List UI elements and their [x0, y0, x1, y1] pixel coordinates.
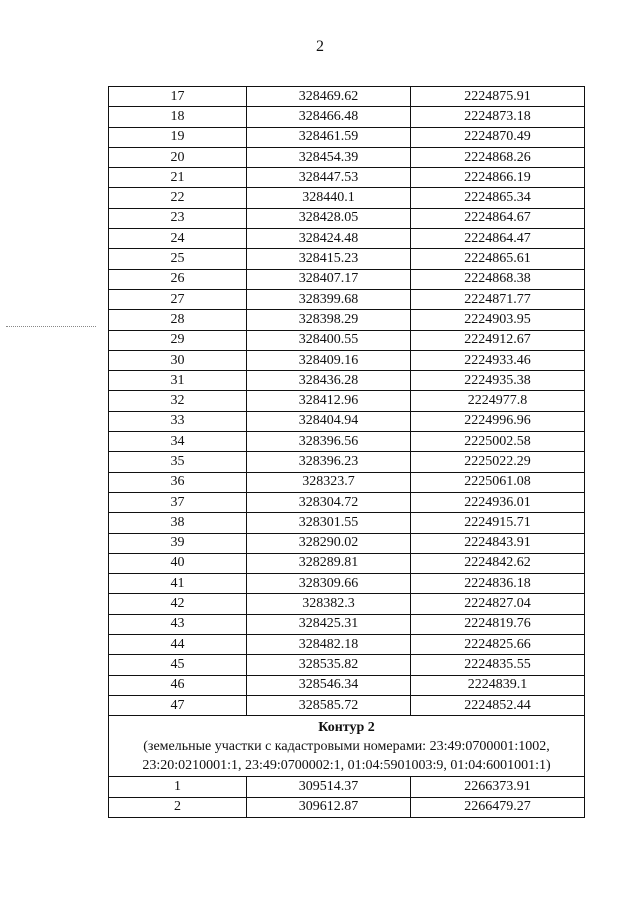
- x-coordinate-cell: 328412.96: [247, 391, 411, 411]
- x-coordinate-cell: 309612.87: [247, 797, 411, 817]
- x-coordinate-cell: 328409.16: [247, 350, 411, 370]
- y-coordinate-cell: 2224868.38: [411, 269, 585, 289]
- y-coordinate-cell: 2224865.34: [411, 188, 585, 208]
- table-row: [109, 147, 585, 167]
- x-coordinate-cell: 328440.1: [247, 188, 411, 208]
- point-number-cell: 46: [109, 675, 247, 695]
- point-number-cell: 26: [109, 269, 247, 289]
- table-row: [109, 371, 585, 391]
- x-coordinate-cell: 309514.37: [247, 777, 411, 797]
- y-coordinate-cell: 2224873.18: [411, 107, 585, 127]
- y-coordinate-cell: 2224839.1: [411, 675, 585, 695]
- point-number-cell: 29: [109, 330, 247, 350]
- section-header-cell: [109, 716, 585, 777]
- y-coordinate-cell: 2224977.8: [411, 391, 585, 411]
- y-coordinate-cell: 2224915.71: [411, 513, 585, 533]
- y-coordinate-cell: 2224842.62: [411, 553, 585, 573]
- point-number-cell: 23: [109, 208, 247, 228]
- x-coordinate-cell: 328546.34: [247, 675, 411, 695]
- x-coordinate-cell: 328323.7: [247, 472, 411, 492]
- table-row: [109, 797, 585, 817]
- point-number-cell: 28: [109, 310, 247, 330]
- table-row: [109, 87, 585, 107]
- point-number-cell: 45: [109, 655, 247, 675]
- x-coordinate-cell: 328436.28: [247, 371, 411, 391]
- coordinates-table: [108, 86, 585, 818]
- point-number-cell: 30: [109, 350, 247, 370]
- x-coordinate-cell: 328289.81: [247, 553, 411, 573]
- point-number-cell: 25: [109, 249, 247, 269]
- y-coordinate-cell: 2225002.58: [411, 432, 585, 452]
- x-coordinate-cell: 328424.48: [247, 229, 411, 249]
- table-row: [109, 168, 585, 188]
- y-coordinate-cell: 2224996.96: [411, 411, 585, 431]
- point-number-cell: 42: [109, 594, 247, 614]
- x-coordinate-cell: 328398.29: [247, 310, 411, 330]
- y-coordinate-cell: 2224912.67: [411, 330, 585, 350]
- table-row: [109, 553, 585, 573]
- table-row: [109, 391, 585, 411]
- y-coordinate-cell: 2266479.27: [411, 797, 585, 817]
- table-row: [109, 574, 585, 594]
- x-coordinate-cell: 328399.68: [247, 289, 411, 309]
- y-coordinate-cell: 2224865.61: [411, 249, 585, 269]
- y-coordinate-cell: 2224843.91: [411, 533, 585, 553]
- point-number-cell: 43: [109, 614, 247, 634]
- y-coordinate-cell: 2224852.44: [411, 695, 585, 715]
- point-number-cell: 40: [109, 553, 247, 573]
- point-number-cell: 32: [109, 391, 247, 411]
- x-coordinate-cell: 328428.05: [247, 208, 411, 228]
- x-coordinate-cell: 328469.62: [247, 87, 411, 107]
- x-coordinate-cell: 328400.55: [247, 330, 411, 350]
- point-number-cell: 21: [109, 168, 247, 188]
- table-row: [109, 107, 585, 127]
- x-coordinate-cell: 328454.39: [247, 147, 411, 167]
- point-number-cell: 20: [109, 147, 247, 167]
- y-coordinate-cell: 2224870.49: [411, 127, 585, 147]
- y-coordinate-cell: 2224933.46: [411, 350, 585, 370]
- table-row: [109, 411, 585, 431]
- page-number: 2: [316, 38, 324, 55]
- x-coordinate-cell: 328407.17: [247, 269, 411, 289]
- x-coordinate-cell: 328382.3: [247, 594, 411, 614]
- table-row: [109, 492, 585, 512]
- y-coordinate-cell: 2224836.18: [411, 574, 585, 594]
- point-number-cell: 33: [109, 411, 247, 431]
- point-number-cell: 17: [109, 87, 247, 107]
- coordinates-rows: [109, 87, 585, 716]
- x-coordinate-cell: 328304.72: [247, 492, 411, 512]
- y-coordinate-cell: 2266373.91: [411, 777, 585, 797]
- point-number-cell: 2: [109, 797, 247, 817]
- y-coordinate-cell: 2224835.55: [411, 655, 585, 675]
- table-row: [109, 269, 585, 289]
- y-coordinate-cell: 2224819.76: [411, 614, 585, 634]
- table-row: [109, 533, 585, 553]
- point-number-cell: 22: [109, 188, 247, 208]
- x-coordinate-cell: 328404.94: [247, 411, 411, 431]
- y-coordinate-cell: 2225061.08: [411, 472, 585, 492]
- x-coordinate-cell: 328309.66: [247, 574, 411, 594]
- point-number-cell: 35: [109, 452, 247, 472]
- table-row: [109, 249, 585, 269]
- point-number-cell: 44: [109, 635, 247, 655]
- y-coordinate-cell: 2224875.91: [411, 87, 585, 107]
- point-number-cell: 39: [109, 533, 247, 553]
- y-coordinate-cell: 2224935.38: [411, 371, 585, 391]
- x-coordinate-cell: 328466.48: [247, 107, 411, 127]
- point-number-cell: 1: [109, 777, 247, 797]
- point-number-cell: 27: [109, 289, 247, 309]
- x-coordinate-cell: 328290.02: [247, 533, 411, 553]
- y-coordinate-cell: 2224936.01: [411, 492, 585, 512]
- table-row: [109, 675, 585, 695]
- table-row: [109, 289, 585, 309]
- x-coordinate-cell: 328535.82: [247, 655, 411, 675]
- table-row: [109, 777, 585, 797]
- x-coordinate-cell: 328396.23: [247, 452, 411, 472]
- y-coordinate-cell: 2224903.95: [411, 310, 585, 330]
- table-row: [109, 229, 585, 249]
- table-row: [109, 614, 585, 634]
- x-coordinate-cell: 328396.56: [247, 432, 411, 452]
- y-coordinate-cell: 2225022.29: [411, 452, 585, 472]
- x-coordinate-cell: 328415.23: [247, 249, 411, 269]
- table-row: [109, 655, 585, 675]
- y-coordinate-cell: 2224825.66: [411, 635, 585, 655]
- table-row: [109, 208, 585, 228]
- y-coordinate-cell: 2224864.47: [411, 229, 585, 249]
- y-coordinate-cell: 2224866.19: [411, 168, 585, 188]
- point-number-cell: 31: [109, 371, 247, 391]
- table-row: [109, 432, 585, 452]
- point-number-cell: 19: [109, 127, 247, 147]
- table-row: [109, 330, 585, 350]
- x-coordinate-cell: 328301.55: [247, 513, 411, 533]
- x-coordinate-cell: 328425.31: [247, 614, 411, 634]
- table-row: [109, 472, 585, 492]
- coordinates-rows-after: [109, 777, 585, 818]
- section-description: (земельные участки с кадастровыми номерами: 23:49:0700001:1002, 23:20:0210001:1, 23:49:0700002:1, 01:04:5901003:9, 01:04:6001001:1): [142, 739, 551, 774]
- point-number-cell: 37: [109, 492, 247, 512]
- point-number-cell: 47: [109, 695, 247, 715]
- scan-artifact-dots: [6, 326, 96, 327]
- table-row: [109, 310, 585, 330]
- point-number-cell: 36: [109, 472, 247, 492]
- point-number-cell: 38: [109, 513, 247, 533]
- x-coordinate-cell: 328447.53: [247, 168, 411, 188]
- table-row: [109, 594, 585, 614]
- table-row: [109, 635, 585, 655]
- table-row: [109, 452, 585, 472]
- table-row: [109, 127, 585, 147]
- table-row: [109, 695, 585, 715]
- table-row: [109, 513, 585, 533]
- point-number-cell: 34: [109, 432, 247, 452]
- table-row: [109, 188, 585, 208]
- point-number-cell: 41: [109, 574, 247, 594]
- point-number-cell: 18: [109, 107, 247, 127]
- x-coordinate-cell: 328461.59: [247, 127, 411, 147]
- point-number-cell: 24: [109, 229, 247, 249]
- x-coordinate-cell: 328482.18: [247, 635, 411, 655]
- table-row: [109, 350, 585, 370]
- x-coordinate-cell: 328585.72: [247, 695, 411, 715]
- y-coordinate-cell: 2224864.67: [411, 208, 585, 228]
- section-header-row: [109, 716, 585, 777]
- y-coordinate-cell: 2224868.26: [411, 147, 585, 167]
- y-coordinate-cell: 2224871.77: [411, 289, 585, 309]
- y-coordinate-cell: 2224827.04: [411, 594, 585, 614]
- section-title: Контур 2: [318, 720, 375, 736]
